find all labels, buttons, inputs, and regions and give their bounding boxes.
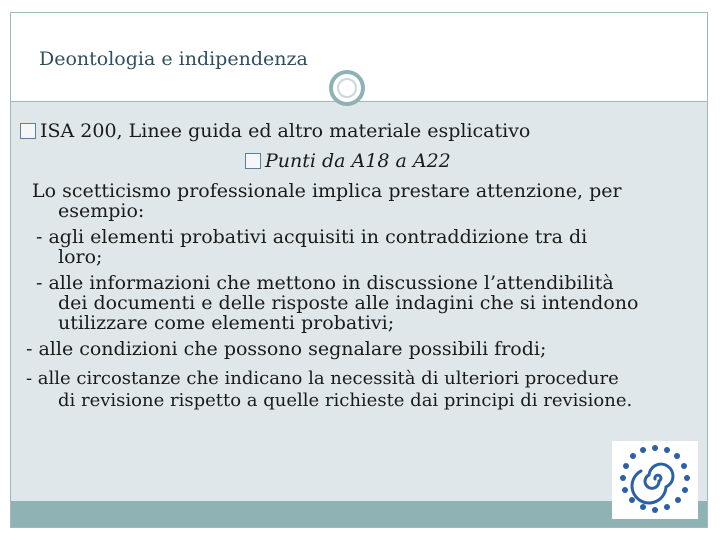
- body-line: - agli elementi probativi acquisiti in contraddizione tra di: [36, 226, 588, 248]
- body-text: [20, 180, 700, 412]
- body-line: utilizzare come elementi probativi;: [58, 312, 395, 334]
- body-line: loro;: [58, 246, 103, 268]
- checkbox-bullet-icon: [245, 153, 261, 169]
- spiral-sun-logo-icon: [612, 441, 698, 519]
- body-line: dei documenti e delle risposte alle indagini che si intendono: [58, 292, 639, 314]
- body-line: - alle informazioni che mettono in discussione l’attendibilità: [36, 272, 614, 294]
- body-line: - alle condizioni che possono segnalare possibili frodi;: [26, 338, 547, 360]
- body-line: esempio:: [58, 200, 145, 222]
- bullet-1-text: ISA 200, Linee guida ed altro materiale esplicativo: [40, 120, 531, 142]
- footer-band: [11, 501, 707, 527]
- body-line: Lo scetticismo professionale implica prestare attenzione, per: [32, 180, 622, 202]
- body-line: di revisione rispetto a quelle richieste dai principi di revisione.: [58, 390, 633, 411]
- bullet-1: [20, 120, 700, 142]
- sub-bullet: [245, 150, 700, 172]
- slide-title: Deontologia e indipendenza: [39, 48, 308, 70]
- body-line: - alle circostanze che indicano la necessità di ulteriori procedure: [26, 368, 619, 389]
- checkbox-bullet-icon: [20, 123, 36, 139]
- sub-bullet-text: Punti da A18 a A22: [265, 150, 451, 172]
- circle-ornament-icon: [329, 70, 365, 106]
